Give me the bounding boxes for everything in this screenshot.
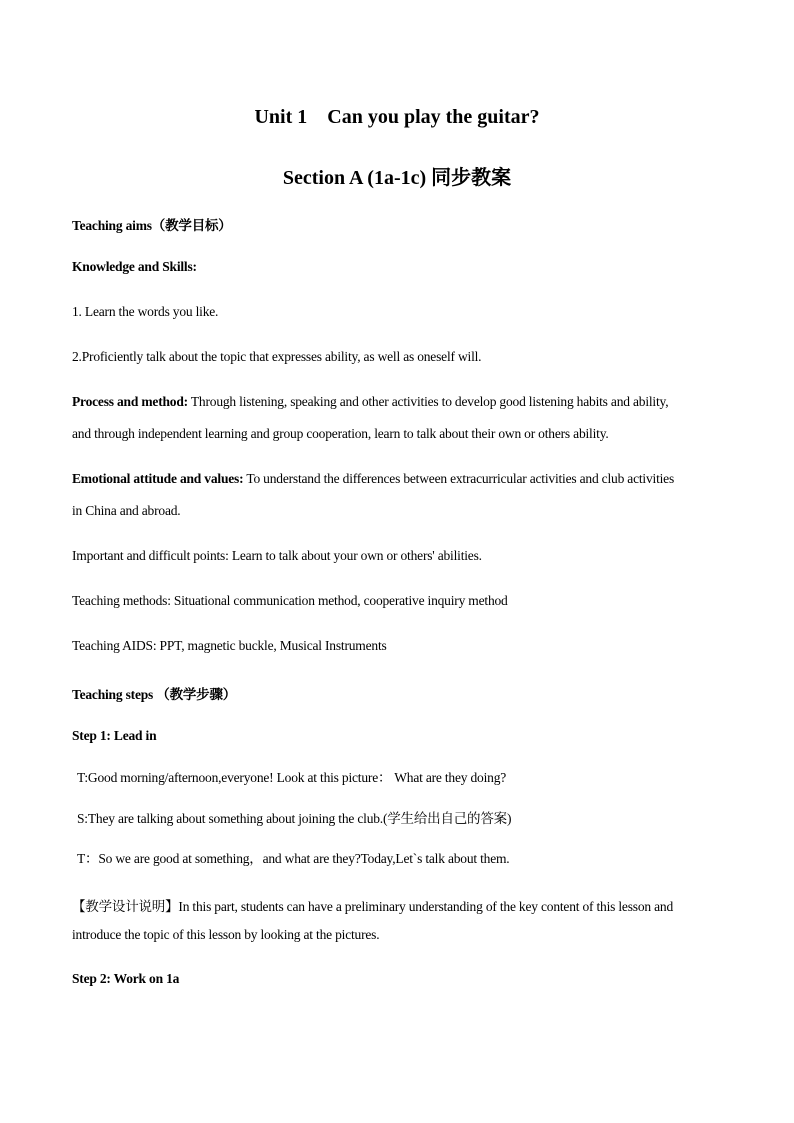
emotional-text: To understand the differences between extracurricular activities and club activities: [243, 471, 675, 486]
process-label: Process and method:: [72, 394, 188, 409]
teaching-methods: Teaching methods: Situational communication method, cooperative inquiry method: [72, 593, 508, 608]
process-paragraph-line-1: [72, 394, 722, 410]
step1-heading: Step 1: Lead in: [72, 728, 157, 743]
design-text: In this part, students can have a preliminary understanding of the key content of this lesson and: [178, 899, 674, 914]
knowledge-heading: Knowledge and Skills:: [72, 259, 197, 274]
teaching-steps-heading: Teaching steps （教学步骤）: [72, 687, 237, 702]
design-note-line-2: introduce the topic of this lesson by looking at the pictures.: [72, 927, 380, 942]
knowledge-item-1: 1. Learn the words you like.: [72, 304, 219, 319]
unit-title: Unit 1 Can you play the guitar?: [254, 106, 540, 128]
emotional-paragraph-line-2: in China and abroad.: [72, 503, 181, 518]
step2-heading: Step 2: Work on 1a: [72, 971, 180, 986]
step1-student-line: S:They are talking about something about joining the club.(学生给出自己的答案): [77, 811, 512, 826]
step1-teacher-line-2: T：So we are good at something，and what are they?Today,Let`s talk about them.: [77, 851, 510, 866]
design-label: 【教学设计说明】: [72, 899, 179, 914]
teaching-aims-heading: Teaching aims（教学目标）: [72, 218, 232, 233]
teaching-aids: Teaching AIDS: PPT, magnetic buckle, Musical Instruments: [72, 638, 387, 653]
step1-teacher-line-1: T:Good morning/afternoon,everyone! Look at this picture： What are they doing?: [77, 770, 507, 785]
emotional-label: Emotional attitude and values:: [72, 471, 244, 486]
emotional-paragraph-line-1: [72, 471, 722, 487]
section-subtitle: Section A (1a-1c) 同步教案: [282, 167, 512, 189]
process-text: Through listening, speaking and other activities to develop good listening habits and ability,: [187, 394, 669, 409]
process-paragraph-line-2: and through independent learning and group cooperation, learn to talk about their own or others ability.: [72, 426, 609, 441]
design-note-line-1: [72, 895, 722, 915]
knowledge-item-2: 2.Proficiently talk about the topic that expresses ability, as well as oneself will.: [72, 349, 482, 364]
important-points: Important and difficult points: Learn to talk about your own or others' abilities.: [72, 548, 482, 563]
